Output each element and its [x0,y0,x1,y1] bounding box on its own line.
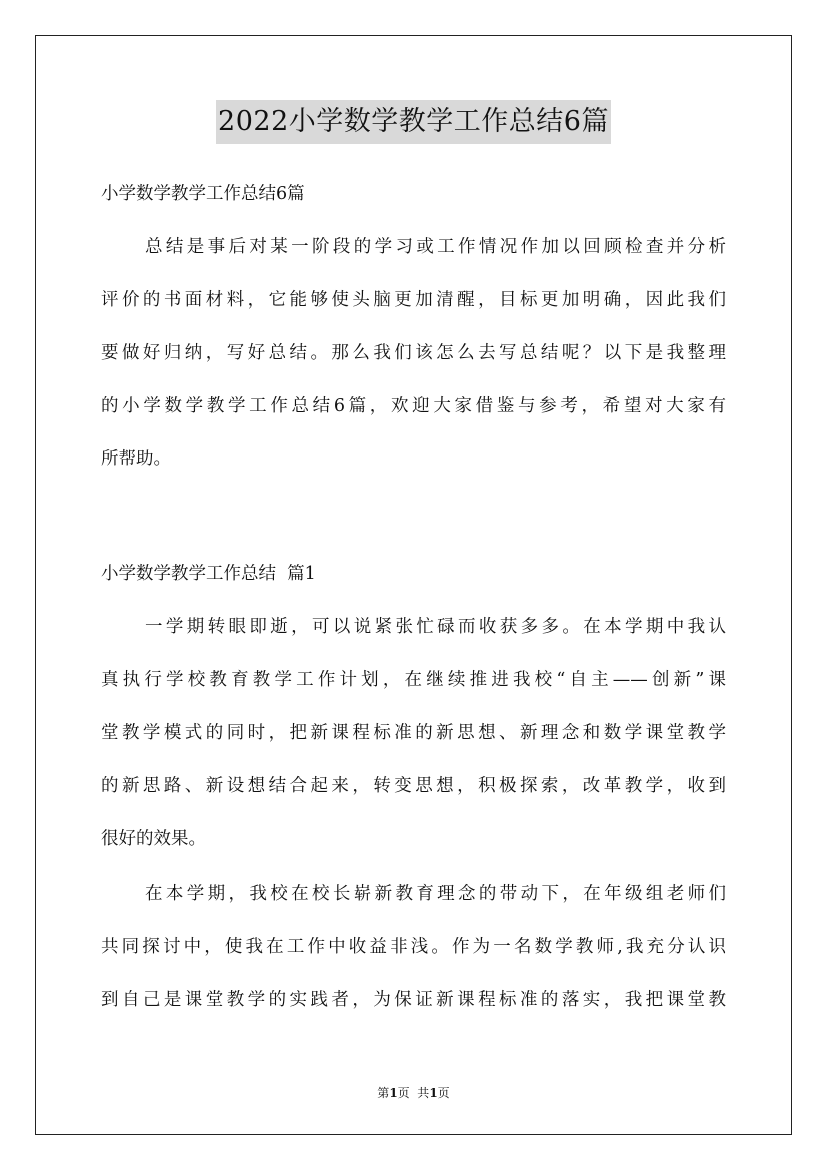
para1-line-2: 真执行学校教育教学工作计划，在继续推进我校“自主——创新”课 [101,670,726,690]
para2-line-2: 共同探讨中，使我在工作中收益非浅。作为一名数学教师,我充分认识 [101,937,726,957]
para1-line-1: 一学期转眼即逝，可以说紧张忙碌而收获多多。在本学期中我认 [145,617,726,637]
footer-page-number: 1 [389,1086,398,1100]
para1-line-3: 堂教学模式的同时，把新课程标准的新思想、新理念和数学课堂教学 [101,723,726,743]
footer-suffix: 页 [437,1086,450,1100]
intro-line-1: 总结是事后对某一阶段的学习或工作情况作加以回顾检查并分析 [145,237,726,257]
footer-prefix: 第 [377,1086,390,1100]
document-title: 2022小学数学教学工作总结6篇 [216,100,611,144]
page-footer [0,1085,827,1101]
intro-line-3: 要做好归纳，写好总结。那么我们该怎么去写总结呢？以下是我整理 [101,343,726,363]
footer-total-pages: 1 [429,1086,438,1100]
intro-line-5: 所帮助。 [101,449,171,469]
para2-line-1: 在本学期，我校在校长崭新教育理念的带动下，在年级组老师们 [145,884,726,904]
title-wrapper [0,100,827,144]
section-heading: 小学数学教学工作总结 篇1 [101,564,316,584]
para2-line-3: 到自己是课堂教学的实践者，为保证新课程标准的落实，我把课堂教 [101,990,726,1010]
footer-mid: 页 共 [397,1086,430,1100]
intro-line-2: 评价的书面材料，它能够使头脑更加清醒，目标更加明确，因此我们 [101,290,726,310]
para1-line-5: 很好的效果。 [101,829,206,849]
para1-line-4: 的新思路、新设想结合起来，转变思想，积极探索，改革教学，收到 [101,776,726,796]
subtitle: 小学数学教学工作总结6篇 [101,184,305,204]
intro-line-4: 的小学数学教学工作总结6篇，欢迎大家借鉴与参考，希望对大家有 [101,396,726,416]
